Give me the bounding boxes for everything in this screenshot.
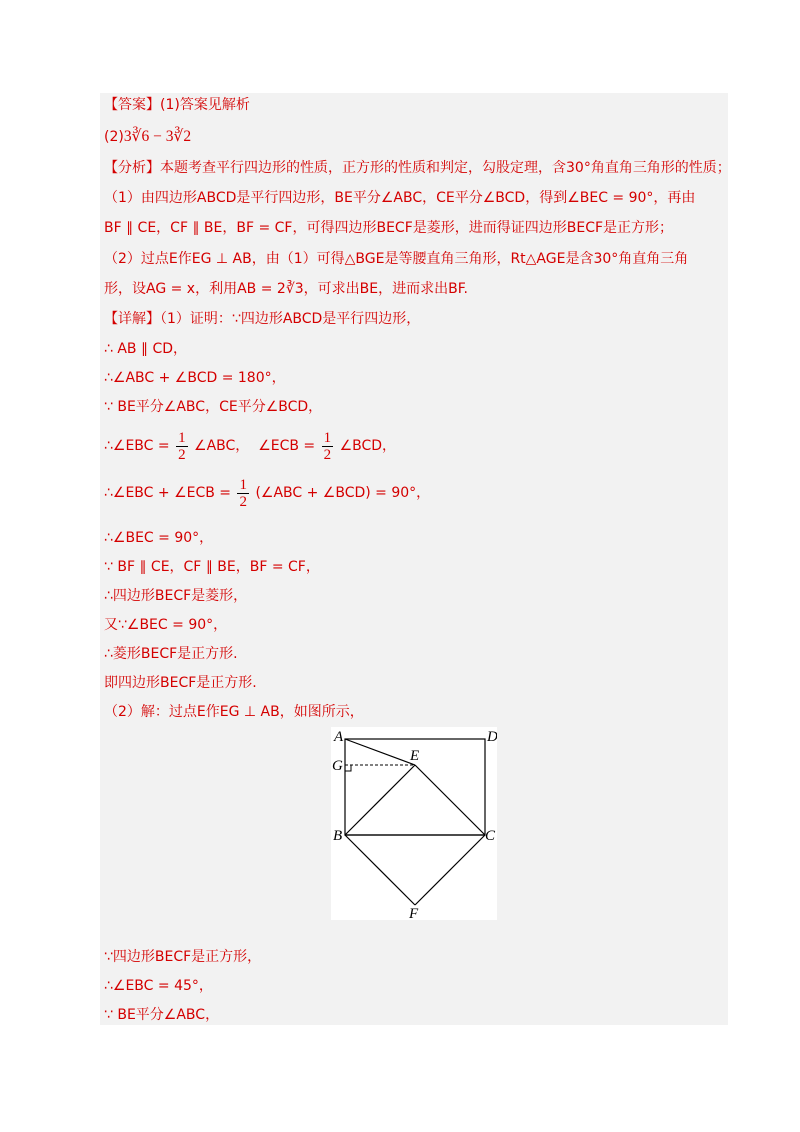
after-line-1: ∵四边形BECF是正方形， (104, 949, 262, 965)
half-b-right: ∠BCD， (339, 438, 397, 454)
answer-part2-prefix: (2) (104, 129, 124, 145)
answer-line (104, 95, 250, 115)
label-c: C (485, 828, 496, 844)
answer-part1: (1)答案见解析 (160, 97, 250, 113)
detail-line-9: 即四边形BECF是正方形. (104, 675, 257, 691)
analysis-intro-line (104, 158, 731, 178)
half-a-left: ∴∠EBC = (104, 438, 170, 454)
analysis-p1-line1: （1）由四边形ABCD是平行四边形，BE平分∠ABC，CE平分∠BCD，得到∠BEC = 90°，再由 (104, 190, 696, 206)
label-d: D (487, 729, 497, 745)
label-e: E (410, 748, 420, 764)
detail-line-6: ∴四边形BECF是菱形， (104, 588, 248, 604)
segment-ae (345, 739, 415, 765)
after-line-3: ∵ BE平分∠ABC， (104, 1007, 220, 1023)
detail-line-4: ∴∠BEC = 90°， (104, 530, 214, 546)
detail-part2: （2）解：过点E作EG ⊥ AB，如图所示， (104, 704, 364, 720)
label-a: A (334, 729, 344, 745)
answer-part2-line (104, 127, 191, 147)
detail-half-line (104, 429, 396, 463)
segment-cf (415, 835, 485, 905)
detail-sum-line (104, 476, 430, 510)
detail-tag: 【详解】 (104, 311, 160, 327)
analysis-p2-line1: （2）过点E作EG ⊥ AB，由（1）可得△BGE是等腰直角三角形，Rt△AGE是含30°角直角三角 (104, 251, 689, 267)
detail-first-line (104, 309, 420, 329)
answer-tag: 【答案】 (104, 97, 160, 113)
analysis-intro: 本题考查平行四边形的性质，正方形的性质和判定，勾股定理，含30°角直角三角形的性质； (160, 160, 731, 176)
detail-line-1: ∴ AB ∥ CD， (104, 341, 187, 357)
detail-line-3: ∵ BE平分∠ABC，CE平分∠BCD， (104, 399, 323, 415)
sum-num: 1 (239, 476, 247, 493)
after-line-2: ∴∠EBC = 45°， (104, 978, 213, 994)
segment-bf (345, 835, 415, 905)
half-b-left: ∠ECB = (258, 438, 316, 454)
half-a-den: 2 (178, 446, 186, 463)
detail-line-8: ∴菱形BECF是正方形. (104, 646, 238, 662)
label-f: F (409, 906, 419, 920)
analysis-p2-line2: 形，设AG = x，利用AB = 2∛3，可求出BE，进而求出BF. (104, 281, 468, 297)
half-a-num: 1 (178, 429, 186, 446)
sum-den: 2 (239, 493, 247, 510)
right-angle-mark (345, 765, 351, 771)
half-b-num: 1 (323, 429, 332, 446)
detail-line-5: ∵ BF ∥ CE，CF ∥ BE，BF = CF， (104, 559, 320, 575)
detail-first: （1）证明：∵四边形ABCD是平行四边形， (160, 311, 421, 327)
label-g: G (332, 758, 343, 774)
sum-left: ∴∠EBC + ∠ECB = (104, 485, 232, 501)
segment-be (345, 765, 415, 835)
answer-part2-expr: 3∛6 − 3∛2 (123, 128, 192, 145)
geometry-svg (331, 727, 497, 920)
detail-line-7: 又∵∠BEC = 90°， (104, 617, 228, 633)
label-b: B (333, 828, 343, 844)
segment-ec (415, 765, 485, 835)
half-a-fraction (176, 430, 188, 463)
sum-fraction (237, 477, 249, 510)
detail-line-2: ∴∠ABC + ∠BCD = 180°， (104, 370, 286, 386)
analysis-tag: 【分析】 (104, 160, 160, 176)
analysis-p1-line2: BF ∥ CE，CF ∥ BE，BF = CF，可得四边形BECF是菱形，进而得证四边形BECF是正方形； (104, 220, 674, 236)
half-b-den: 2 (323, 446, 332, 463)
geometry-figure (331, 727, 497, 920)
sum-right: (∠ABC + ∠BCD) = 90°， (255, 485, 431, 501)
half-a-right: ∠ABC， (194, 438, 250, 454)
half-b-fraction (322, 430, 334, 463)
